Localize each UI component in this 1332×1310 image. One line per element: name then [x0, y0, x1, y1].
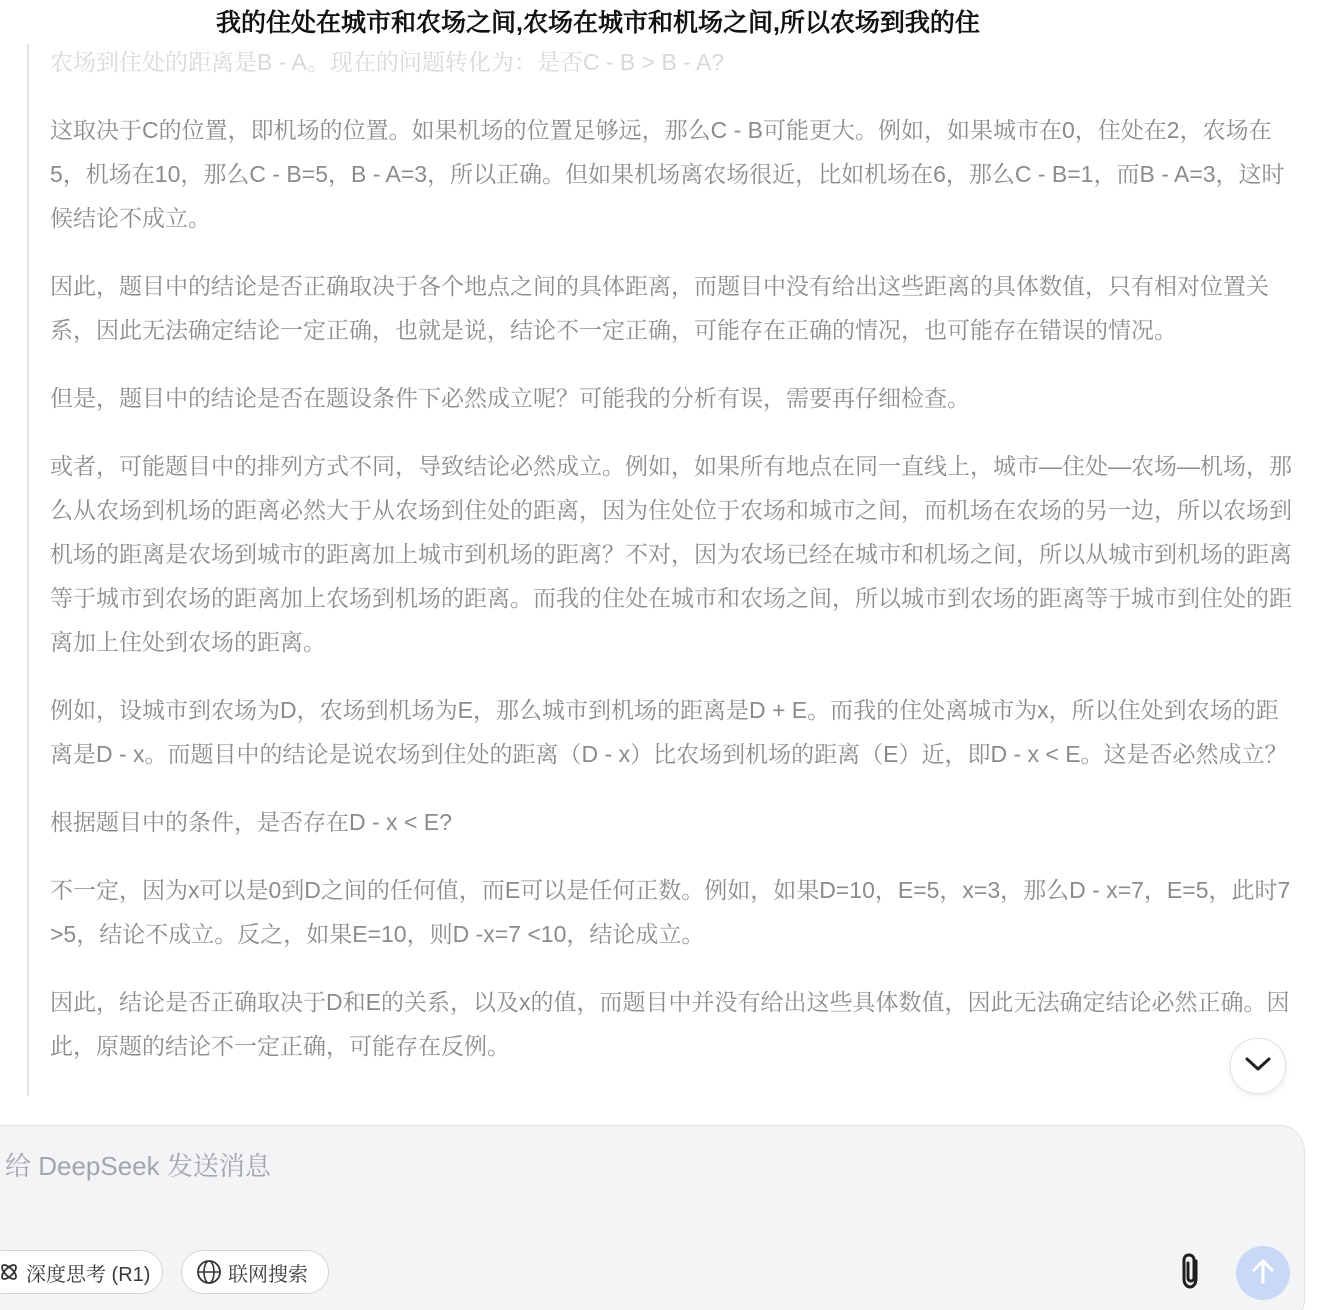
- paperclip-icon: [1175, 1251, 1207, 1296]
- deep-think-label: 深度思考 (R1): [26, 1263, 151, 1286]
- globe-icon: [196, 1259, 222, 1285]
- attach-file-button[interactable]: [1171, 1250, 1211, 1296]
- thinking-paragraph: 农场到住处的距离是B - A。现在的问题转化为：是否C - B > B - A?: [50, 49, 725, 75]
- thinking-paragraph: 不一定，因为x可以是0到D之间的任何值，而E可以是任何正数。例如，如果D=10，E=5，x=3，那么D - x=7，E=5，此时7 >5，结论不成立。反之，如果E=10，则D -x=7 <10，结论成立。: [50, 877, 1291, 947]
- chat-header: [0, 0, 1332, 44]
- thinking-paragraph: 因此，结论是否正确取决于D和E的关系，以及x的值，而题目中并没有给出这些具体数值，因此无法确定结论必然正确。因此，原题的结论不一定正确，可能存在反例。: [50, 989, 1290, 1059]
- thinking-content: [50, 40, 1300, 1092]
- deepthink-icon: [0, 1261, 20, 1283]
- arrow-up-icon: [1250, 1257, 1276, 1290]
- thinking-paragraph: 这取决于C的位置，即机场的位置。如果机场的位置足够远，那么C - B可能更大。例如，如果城市在0，住处在2，农场在5，机场在10，那么C - B=5，B - A=3，所以正确。但如果机场离农场很近，比如机场在6，那么C - B=1，而B - A=3，这时候结论不成立。: [50, 117, 1285, 231]
- thinking-paragraph: 根据题目中的条件，是否存在D - x < E?: [50, 809, 452, 835]
- scroll-to-bottom-button[interactable]: [1230, 1038, 1286, 1094]
- message-input[interactable]: [5, 1144, 1105, 1188]
- thinking-paragraph: 例如，设城市到农场为D，农场到机场为E，那么城市到机场的距离是D + E。而我的住处离城市为x，所以住处到农场的距离是D - x。而题目中的结论是说农场到住处的距离（D - x）比农场到机场的距离（E）近，即D - x < E。这是否必然成立？: [50, 697, 1288, 767]
- thinking-paragraph: 但是，题目中的结论是否在题设条件下必然成立呢？可能我的分析有误，需要再仔细检查。: [50, 385, 970, 411]
- chat-title: 我的住处在城市和农场之间,农场在城市和机场之间,所以农场到我的住: [216, 9, 980, 37]
- web-search-label: 联网搜索: [228, 1263, 308, 1286]
- deep-think-button[interactable]: [0, 1250, 163, 1294]
- thinking-panel[interactable]: [0, 28, 1332, 1096]
- send-button[interactable]: [1236, 1246, 1290, 1300]
- web-search-button[interactable]: [181, 1250, 329, 1294]
- thinking-paragraph: 因此，题目中的结论是否正确取决于各个地点之间的具体距离，而题目中没有给出这些距离的具体数值，只有相对位置关系，因此无法确定结论一定正确，也就是说，结论不一定正确，可能存在正确的情况，也可能存在错误的情况。: [50, 273, 1269, 343]
- chevron-down-icon: [1244, 1056, 1272, 1077]
- thinking-rule: [27, 28, 29, 1096]
- message-composer: [0, 1125, 1305, 1310]
- thinking-paragraph: 或者，可能题目中的排列方式不同，导致结论必然成立。例如，如果所有地点在同一直线上，城市—住处—农场—机场，那么从农场到机场的距离必然大于从农场到住处的距离，因为住处位于农场和城市之间，而机场在农场的另一边，所以农场到机场的距离是农场到城市的距离加上城市到机场的距离？不对，因为农场已经在城市和机场之间，所以从城市到机场的距离等于城市到农场的距离加上农场到机场的距离。而我的住处在城市和农场之间，所以城市到农场的距离等于城市到住处的距离加上住处到农场的距离。: [50, 453, 1292, 655]
